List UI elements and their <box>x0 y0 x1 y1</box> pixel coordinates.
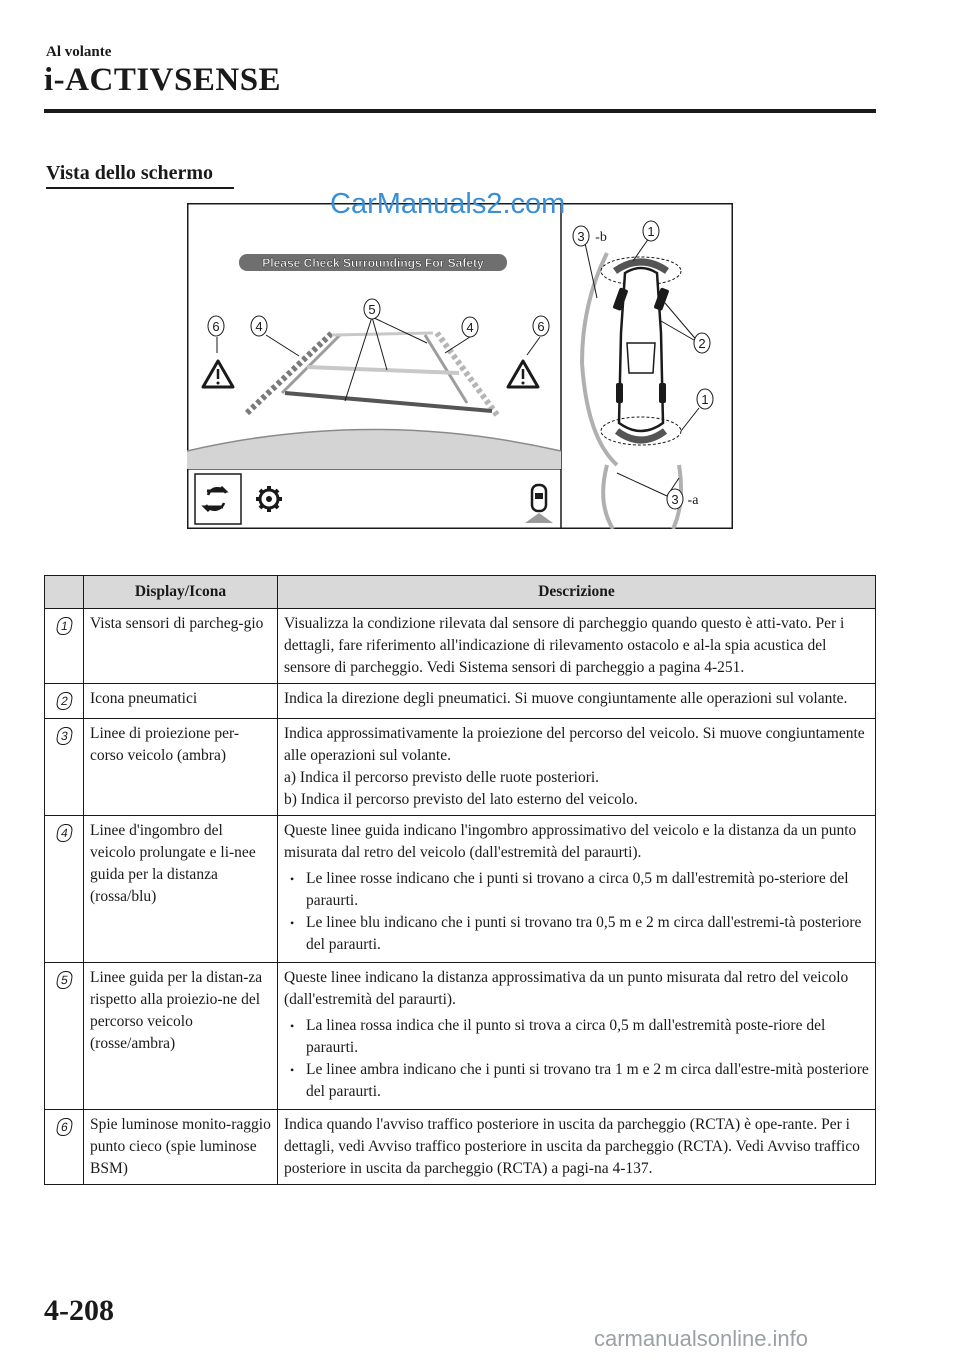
svg-text:-b: -b <box>595 230 607 245</box>
header-display: Display/Icona <box>84 576 278 609</box>
banner-text: Please Check Surroundings For Safety <box>262 256 484 270</box>
row-description: Queste linee guida indicano l'ingombro approssimativo del veicolo e la distanza da un punto misurata dal retro del veicolo (dall'estremità del paraurti). • Le linee rosse indicano che i punti si trovano a circa 0,5 m dall'estremità po-steriore del paraurti. • Le linee blu indicano che i punti si trovano tra 0,5 m e 2 m circa dall'estremi-tà posteriore del paraurti. <box>278 816 876 963</box>
row-number-badge: 5 <box>55 971 73 989</box>
callout-5 <box>364 299 380 319</box>
bullet-item: • Le linee blu indicano che i punti si trovano tra 0,5 m e 2 m circa dall'estremi-tà posteriore del paraurti. <box>304 912 869 956</box>
row-description: Indica approssimativamente la proiezione del percorso del veicolo. Si muove congiuntamente alle operazioni sul volante. a) Indica il percorso previsto delle ruote posteriori. b) Indica il percorso previsto del lato esterno del veicolo. <box>278 719 876 816</box>
bullet-item: • Le linee ambra indicano che i punti si trovano tra 1 m e 2 m circa dall'estre-mità posteriore del paraurti. <box>304 1059 869 1103</box>
svg-text:3: 3 <box>671 492 679 507</box>
callout-2 <box>694 333 710 353</box>
view-switch-icon[interactable] <box>195 474 241 524</box>
bullet-list <box>284 1015 869 1103</box>
bullet-item: • Le linee rosse indicano che i punti si trovano a circa 0,5 m dall'estremità po-steriore del paraurti. <box>304 868 869 912</box>
camera-screen-figure <box>187 203 733 529</box>
description-table <box>44 575 876 1185</box>
subheading: Vista dello schermo <box>46 162 214 184</box>
svg-text:6: 6 <box>212 319 220 334</box>
svg-text:2: 2 <box>698 336 706 351</box>
row-number-badge: 1 <box>55 617 73 635</box>
svg-text:5: 5 <box>368 302 376 317</box>
row-number-badge: 6 <box>55 1118 73 1136</box>
table-row <box>45 816 876 963</box>
row-description: Visualizza la condizione rilevata dal sensore di parcheggio quando questo è atti-vato. Per i dettagli, fare riferimento all'indicazione di rilevamento ostacolo e al-la spia acustica del sensore di parcheggio. Vedi Sistema sensori di parcheggio a pagina 4-251. <box>278 609 876 684</box>
svg-text:1: 1 <box>647 224 655 239</box>
callout-1-bottom <box>697 389 713 409</box>
table-row <box>45 684 876 719</box>
row-description: Queste linee indicano la distanza approssimativa da un punto misurata dal retro del veicolo (dall'estremità del paraurti). • La linea rossa indica che il punto si trova a circa 0,5 m dall'estremità poste-riore del paraurti. • Le linee ambra indicano che i punti si trovano tra 1 m e 2 m circa dall'estre-mità posteriore del paraurti. <box>278 963 876 1110</box>
table-row <box>45 719 876 816</box>
row-name: Linee guida per la distan-za rispetto alla proiezio-ne del percorso veicolo (rosse/ambra) <box>84 963 278 1110</box>
watermark-bottom: carmanualsonline.info <box>594 1326 809 1351</box>
header-num <box>45 576 84 609</box>
svg-text:4: 4 <box>255 319 263 334</box>
row-name: Icona pneumatici <box>84 684 278 719</box>
page-number: 4-208 <box>44 1294 114 1327</box>
page-title: i-ACTIVSENSE <box>44 62 282 98</box>
svg-text:6: 6 <box>537 319 545 334</box>
callout-6-right <box>533 316 549 336</box>
svg-text:3: 3 <box>577 229 585 244</box>
bullet-list <box>284 868 869 956</box>
svg-text:1: 1 <box>701 392 709 407</box>
callout-4-left <box>251 316 267 336</box>
row-number-badge: 4 <box>55 824 73 842</box>
table-row <box>45 1110 876 1185</box>
row-name: Vista sensori di parcheg-gio <box>84 609 278 684</box>
callout-1-top <box>643 221 659 241</box>
row-name: Spie luminose monito-raggio punto cieco (spie luminose BSM) <box>84 1110 278 1185</box>
row-number-badge: 3 <box>55 727 73 745</box>
header-description: Descrizione <box>278 576 876 609</box>
table-row <box>45 963 876 1110</box>
title-rule <box>44 109 876 113</box>
table-row <box>45 609 876 684</box>
row-name: Linee d'ingombro del veicolo prolungate e li-nee guida per la distanza (rossa/blu) <box>84 816 278 963</box>
subheading-rule <box>46 187 234 189</box>
row-description: Indica la direzione degli pneumatici. Si muove congiuntamente alle operazioni sul volante. <box>278 684 876 719</box>
svg-text:4: 4 <box>466 320 474 335</box>
row-number-badge: 2 <box>55 692 73 710</box>
callout-4-right <box>462 317 478 337</box>
section-label: Al volante <box>46 44 112 60</box>
callout-6-left <box>208 316 224 336</box>
svg-text:-a: -a <box>687 493 699 508</box>
row-name: Linee di proiezione per-corso veicolo (ambra) <box>84 719 278 816</box>
watermark-top: CarManuals2.com <box>330 188 566 220</box>
bullet-item: • La linea rossa indica che il punto si trova a circa 0,5 m dall'estremità poste-riore del paraurti. <box>304 1015 869 1059</box>
table-header-row <box>45 576 876 609</box>
row-description: Indica quando l'avviso traffico posteriore in uscita da parcheggio (RCTA) è ope-rante. Per i dettagli, vedi Avviso traffico posteriore in uscita da parcheggio (RCTA). Vedi Avviso traffico posteriore in uscita da parcheggio (RCTA) a pagi-na 4-137. <box>278 1110 876 1185</box>
safety-banner <box>239 254 507 271</box>
